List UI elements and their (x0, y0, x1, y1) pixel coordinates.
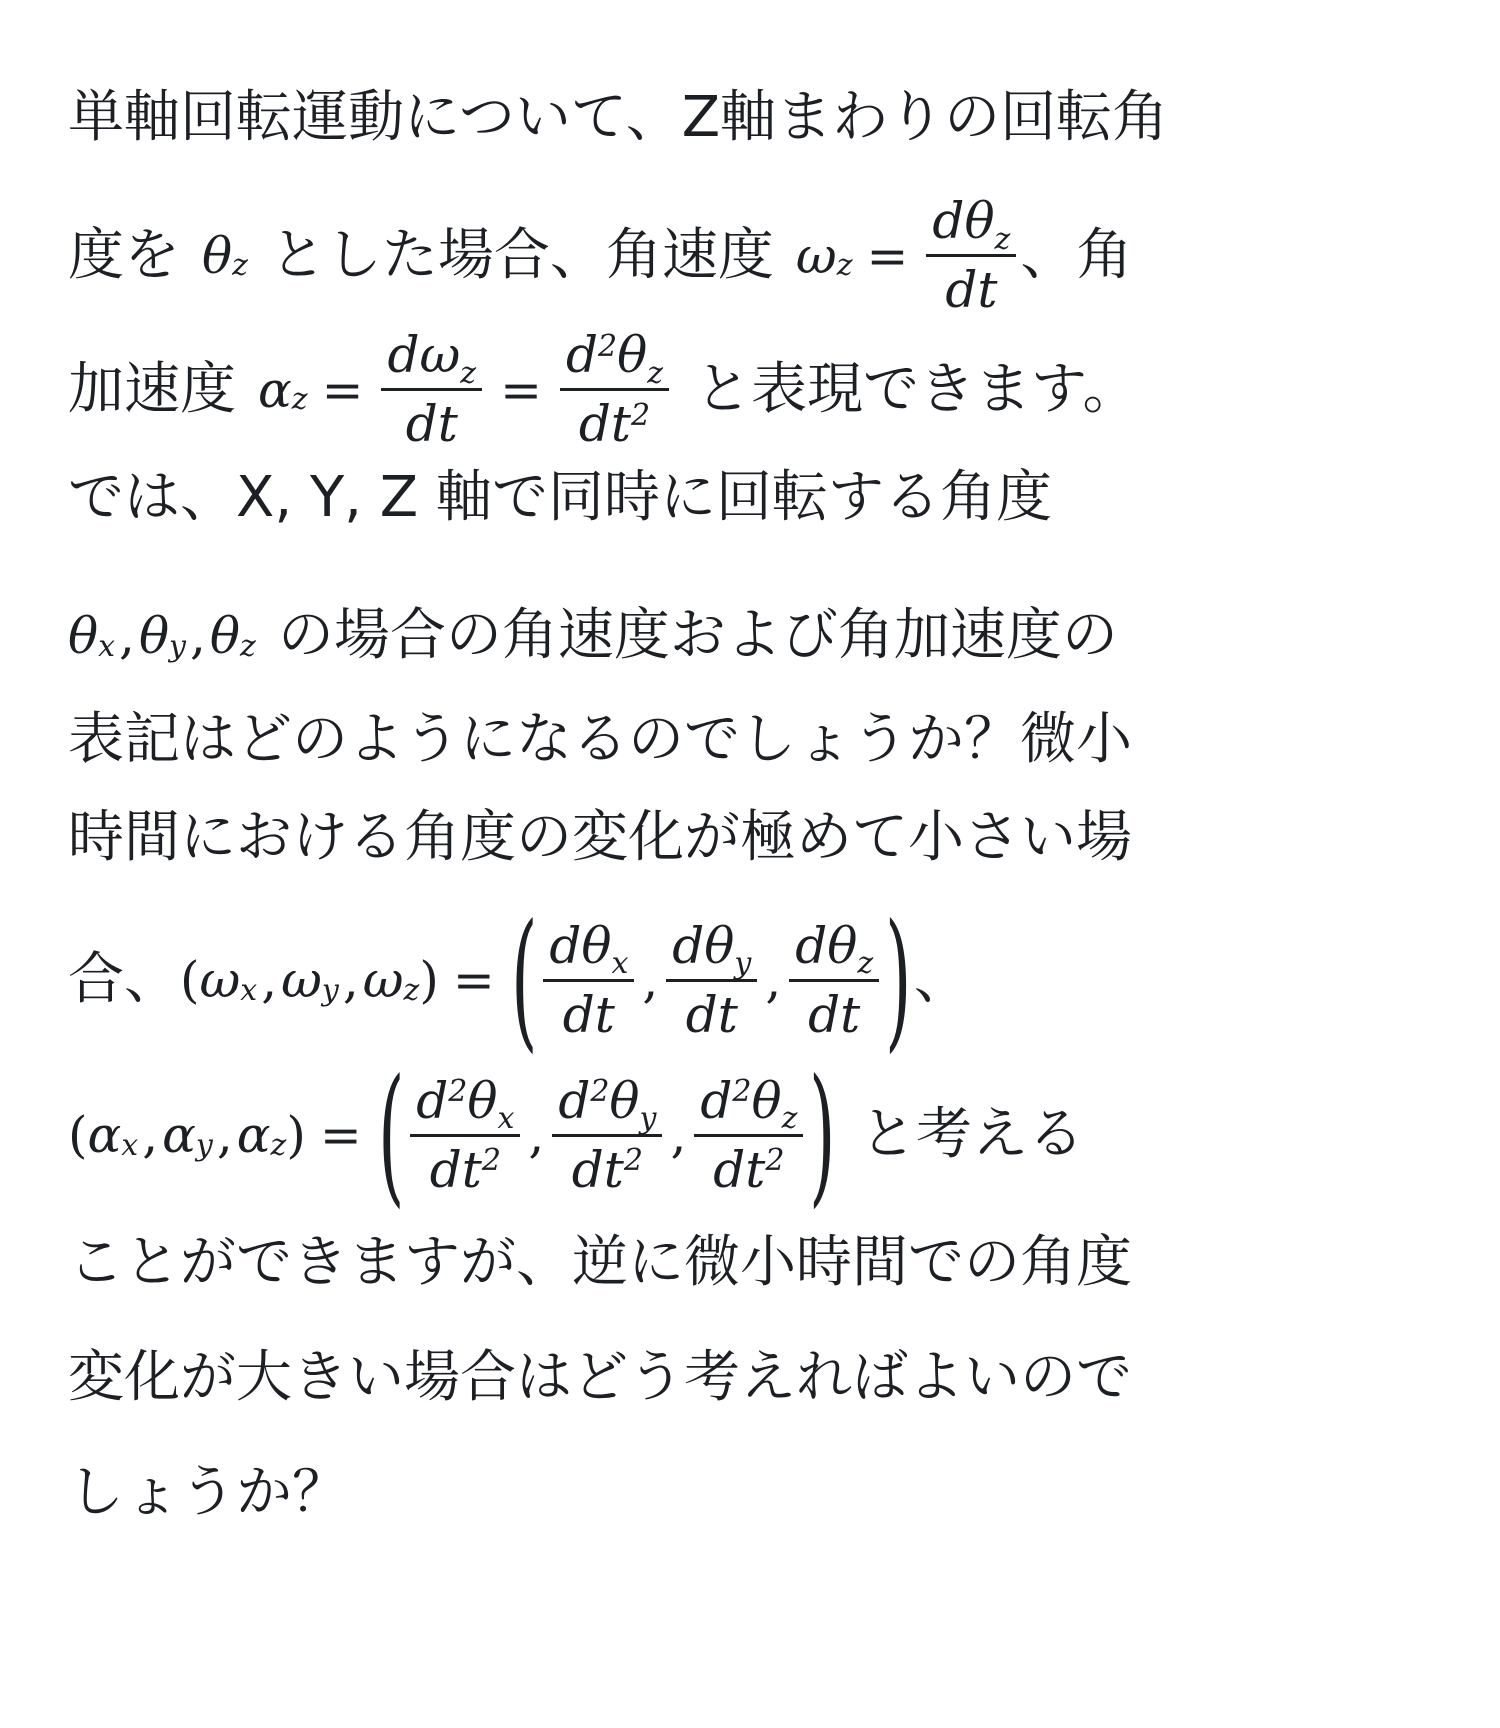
text-line-12: しょうか？ (68, 1460, 348, 1525)
text-line-7: 時間における角度の変化が極めて小さい場 (68, 805, 1132, 870)
fraction: $\frac{d\omega_z}{dt}$ (381, 330, 482, 449)
fraction: $\frac{d\theta_y}{dt}$ (666, 921, 757, 1040)
text-line-6: 表記はどのようになるのでしょうか？微小 (68, 707, 1132, 772)
fraction: $\frac{d^2\theta_y}{dt^2}$ (552, 1076, 662, 1195)
text-line-2: 度を θ z とした場合、角速度 ω z = $\frac{d\theta_z}{dt}$ 、角 (68, 192, 1133, 319)
text-line-8: 合、 ( ω x , ω y , ω z ) = ( $\frac{d\theta_x}{dt}$ , $\frac{d\theta_y}{dt}$ , $\frac{d\theta_z}{dt}$ ) 、 (68, 893, 970, 1067)
text-line-4: では、X, Y, Z 軸で同時に回転する角度 (68, 465, 1052, 530)
fraction: $\frac{d^2\theta_z}{dt^2}$ (694, 1076, 803, 1195)
text-line-9: ( α x , α y , α z ) = ( $\frac{d^2\theta_x}{dt^2}$ , $\frac{d^2\theta_y}{dt^2}$ , $\frac{d^2\theta_z}{dt^2}$ ) と考える (68, 1048, 1084, 1222)
theta-xyz: θ x , θ y , θ z (68, 607, 256, 665)
text-line-1: 単軸回転運動について、Z軸まわりの回転角 (68, 85, 1169, 150)
omega-z-equation: ω z = $\frac{d\theta_z}{dt}$ (796, 196, 1020, 315)
text-line-10: ことができますが、逆に微小時間での角度 (68, 1230, 1132, 1295)
fraction: $\frac{d\theta_z}{dt}$ (789, 921, 879, 1040)
fraction: $\frac{d^2\theta_x}{dt^2}$ (410, 1076, 520, 1195)
theta-z: θ z (202, 226, 248, 285)
fraction: $\frac{d\theta_z}{dt}$ (926, 196, 1016, 315)
fraction: $\frac{d\theta_x}{dt}$ (543, 921, 634, 1040)
alpha-z-equation: α z = $\frac{d\omega_z}{dt}$ = $\frac{d^2\theta_z}{dt^2}$ (258, 330, 673, 449)
text-line-3: 加速度 α z = $\frac{d\omega_z}{dt}$ = $\frac{d^2\theta_z}{dt^2}$ と表現できます。 (68, 326, 1139, 453)
fraction: $\frac{d^2\theta_z}{dt^2}$ (560, 330, 669, 449)
omega-vector-equation: ( ω x , ω y , ω z ) = ( $\frac{d\theta_x}{dt}$ , $\frac{d\theta_y}{dt}$ , $\frac{d\theta_z}{dt}$ ) (180, 893, 912, 1067)
text-line-11: 変化が大きい場合はどう考えればよいので (68, 1345, 1132, 1410)
text-line-5: θ x , θ y , θ z の場合の角速度および角加速度の (68, 603, 1118, 668)
alpha-vector-equation: ( α x , α y , α z ) = ( $\frac{d^2\theta_x}{dt^2}$ , $\frac{d^2\theta_y}{dt^2}$ , $\frac{d^2\theta_z}{dt^2}$ ) (68, 1048, 836, 1222)
